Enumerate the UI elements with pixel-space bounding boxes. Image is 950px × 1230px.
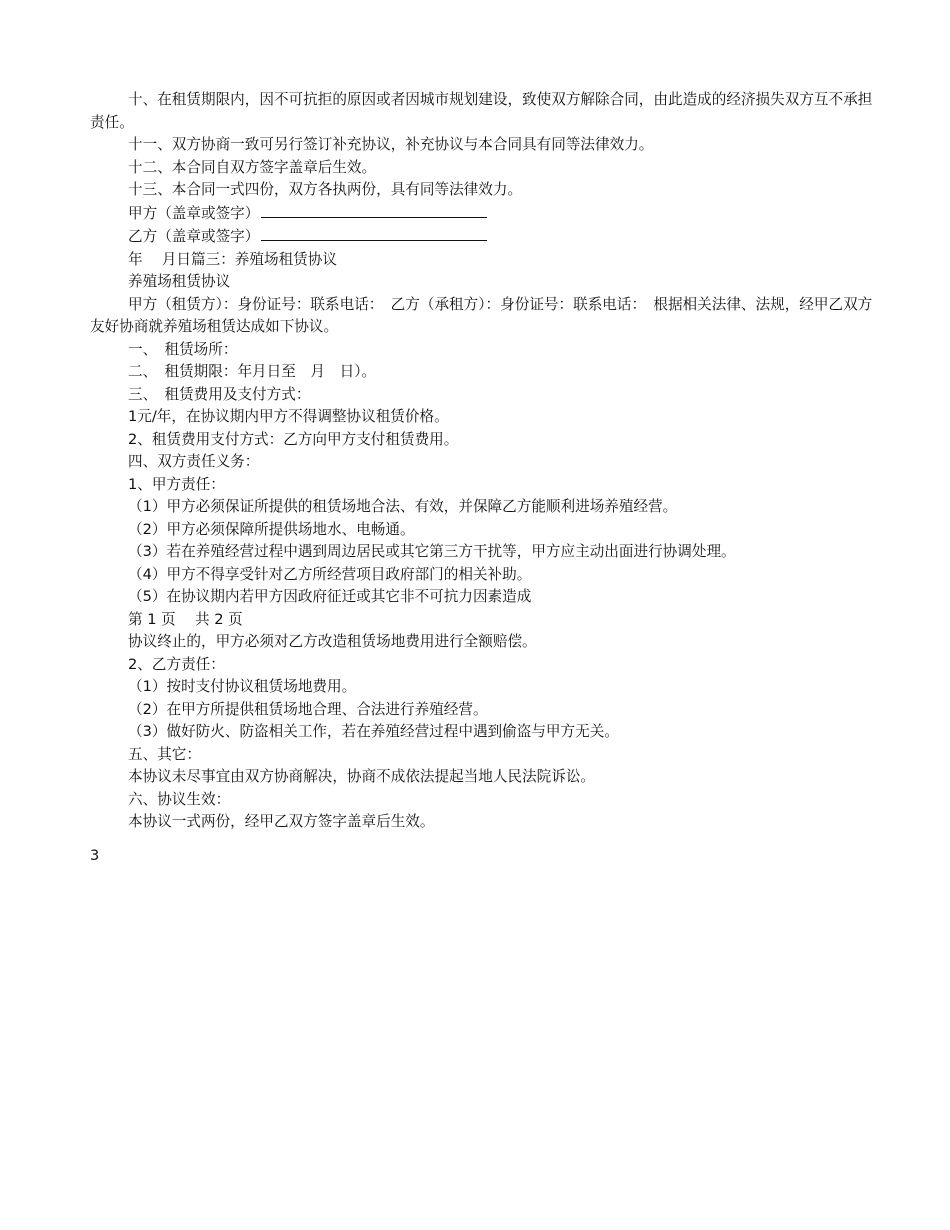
- paragraph: 1、甲方责任：: [128, 475, 225, 493]
- paragraph: 2、租赁费用支付方式：乙方向甲方支付租赁费用。: [128, 430, 459, 448]
- paragraph: （5）在协议期内若甲方因政府征迁或其它非不可抗力因素造成: [128, 588, 532, 605]
- paragraph: （2）在甲方所提供租赁场地合理、合法进行养殖经营。: [128, 700, 488, 718]
- paragraph: 三、 租赁费用及支付方式：: [128, 385, 311, 403]
- paragraph: 十、在租赁期限内，因不可抗拒的原因或者因城市规划建设，致使双方解除合同，由此造成的经济损失双方互不承担责任。: [90, 91, 873, 131]
- signature-line: [261, 202, 487, 218]
- paragraph: 四、双方责任义务：: [128, 453, 260, 470]
- section-title: 养殖场租赁协议: [128, 273, 231, 290]
- paragraph: 2、乙方责任：: [128, 655, 225, 673]
- signature-label: 乙方（盖章或签字）: [128, 228, 260, 245]
- paragraph: 协议终止的，甲方必须对乙方改造租赁场地费用进行全额赔偿。: [128, 633, 537, 650]
- paragraph: 五、其它：: [128, 745, 201, 763]
- paragraph: （3）做好防火、防盗相关工作，若在养殖经营过程中遇到偷盗与甲方无关。: [128, 723, 619, 740]
- signature-row-party-b: [90, 225, 880, 249]
- paragraph: 二、 租赁期限：年月日至 月 日）。: [128, 363, 377, 380]
- paragraph: 本协议一式两份，经甲乙双方签字盖章后生效。: [128, 813, 435, 830]
- paragraph: 十一、双方协商一致可另行签订补充协议，补充协议与本合同具有同等法律效力。: [128, 136, 654, 153]
- paragraph: （1）按时支付协议租赁场地费用。: [128, 678, 357, 695]
- paragraph: 甲方（租赁方）：身份证号：联系电话： 乙方（承租方）：身份证号：联系电话： 根据相关法律、法规，经甲乙双方友好协商就养殖场租赁达成如下协议。: [90, 295, 873, 335]
- signature-label: 甲方（盖章或签字）: [128, 204, 260, 222]
- paragraph: 1元/年，在协议期内甲方不得调整协议租赁价格。: [128, 408, 449, 425]
- paragraph: 本协议未尽事宜由双方协商解决，协商不成依法提起当地人民法院诉讼。: [128, 768, 596, 785]
- document-body: [90, 89, 880, 834]
- paragraph: 年 月日篇三：养殖场租赁协议: [128, 250, 337, 268]
- paragraph: （1）甲方必须保证所提供的租赁场地合法、有效，并保障乙方能顺利进场养殖经营。: [128, 498, 678, 515]
- signature-line: [261, 225, 487, 241]
- page-number: 3: [90, 847, 100, 864]
- paragraph: 六、协议生效：: [128, 790, 231, 808]
- paragraph: 十二、本合同自双方签字盖章后生效。: [128, 158, 377, 176]
- paragraph: 十三、本合同一式四份，双方各执两份，具有同等法律效力。: [128, 181, 523, 198]
- signature-row-party-a: [90, 202, 880, 226]
- paragraph: （2）甲方必须保障所提供场地水、电畅通。: [128, 520, 415, 538]
- paragraph: 一、 租赁场所：: [128, 340, 238, 358]
- paragraph: （4）甲方不得享受针对乙方所经营项目政府部门的相关补助。: [128, 565, 532, 583]
- paragraph: （3）若在养殖经营过程中遇到周边居民或其它第三方干扰等，甲方应主动出面进行协调处理。: [128, 543, 736, 560]
- inline-page-marker: 第 1 页 共 2 页: [128, 610, 243, 628]
